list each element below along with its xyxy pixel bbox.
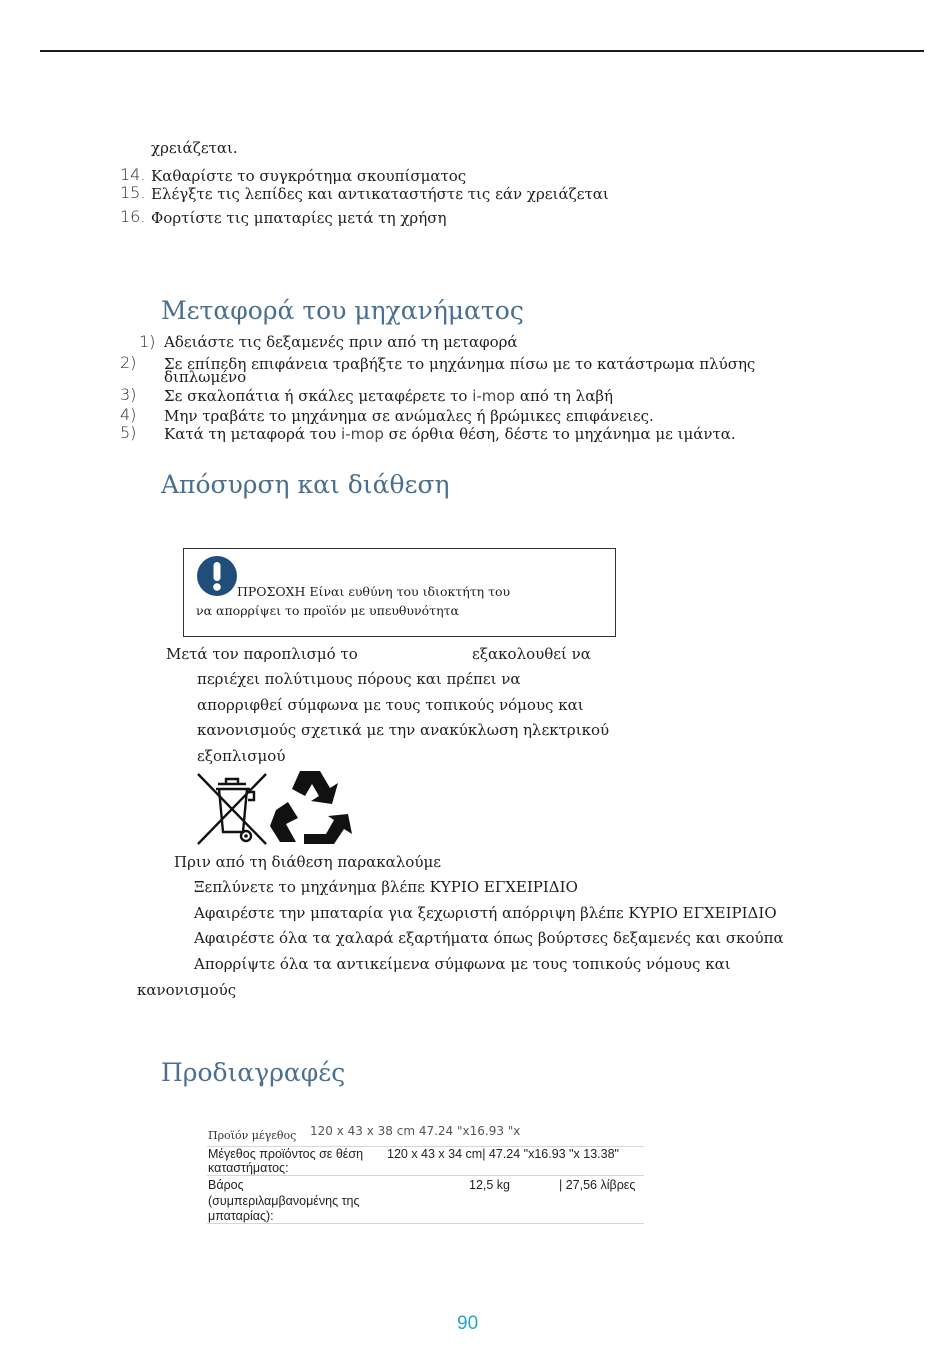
spec-label: μπαταρίας): [208, 1209, 274, 1223]
list-item: Καθαρίστε το συγκρότημα σκουπίσματος [151, 167, 467, 185]
list-number: 14. [120, 165, 146, 184]
disposal-paragraph-start: Μετά τον παροπλισμό το [166, 645, 358, 663]
disposal-paragraph: απορριφθεί σύμφωνα με τους τοπικούς νόμους και [197, 696, 584, 714]
disposal-step: Αφαιρέστε όλα τα χαλαρά εξαρτήματα όπως βούρτσες δεξαμενές και σκούπα [194, 929, 784, 947]
spec-label: Μέγεθος προϊόντος σε θέση [208, 1147, 364, 1161]
disposal-step: Απορρίψτε όλα τα αντικείμενα σύμφωνα με τους τοπικούς νόμους και [194, 955, 731, 973]
warning-text: ΠΡΟΣΟΧΗ Είναι ευθύνη του ιδιοκτήτη του [237, 584, 511, 599]
list-number: 2) [120, 353, 137, 372]
spec-label: Βάρος [208, 1178, 244, 1192]
spec-value: 120 x 43 x 34 cm| 47.24 "x16.93 "x 13.38" [387, 1147, 619, 1161]
list-item: Σε σκαλοπάτια ή σκάλες μεταφέρετε το i-mop από τη λαβή [164, 387, 613, 405]
product-name: i-mop [472, 387, 516, 405]
spec-label: Προϊόν μέγεθος [208, 1129, 297, 1142]
warning-text: να απορρίψει το προϊόν με υπευθυνότητα [196, 603, 459, 618]
disposal-step: Ξεπλύνετε το μηχάνημα βλέπε ΚΥΡΙΟ ΕΓΧΕΙΡΙΔΙΟ [194, 878, 578, 896]
spec-value: | 27,56 λίβρες [559, 1178, 636, 1192]
list-number: 3) [120, 385, 137, 404]
recycle-icon [268, 766, 354, 848]
list-item: Αδειάστε τις δεξαμενές πριν από τη μεταφορά [164, 333, 518, 351]
spec-label: καταστήματος: [208, 1161, 289, 1175]
spec-row-divider [207, 1175, 644, 1176]
exclamation-icon [196, 555, 238, 597]
list-item: Σε επίπεδη επιφάνεια τραβήξτε το μηχάνημα πίσω με το κατάστρωμα πλύσης [164, 355, 756, 373]
spec-value: 120 x 43 x 38 cm 47.24 "x16.93 "x [310, 1124, 521, 1138]
disposal-paragraph: περιέχει πολύτιμους πόρους και πρέπει να [197, 670, 521, 688]
crossed-bin-icon [196, 772, 270, 850]
section-heading-transport: Μεταφορά του μηχανήματος [161, 296, 524, 325]
continued-text: χρειάζεται. [151, 139, 238, 157]
disposal-paragraph-start: εξακολουθεί να [472, 645, 591, 663]
list-item-continuation: διπλωμένο [164, 368, 247, 386]
before-disposal-label: Πριν από τη διάθεση παρακαλούμε [174, 853, 441, 871]
section-heading-disposal: Απόσυρση και διάθεση [161, 470, 450, 499]
product-name: i-mop [341, 425, 384, 443]
disposal-step-continuation: κανονισμούς [137, 981, 237, 999]
disposal-paragraph: κανονισμούς σχετικά με την ανακύκλωση ηλεκτρικού [197, 721, 610, 739]
list-item: Κατά τη μεταφορά του i-mop σε όρθια θέση, δέστε το μηχάνημα με ιμάντα. [164, 425, 736, 443]
spec-label: (συμπεριλαμβανομένης της [208, 1194, 360, 1208]
list-number: 1) [139, 332, 156, 351]
list-number: 16. [120, 207, 146, 226]
list-item: Φορτίστε τις μπαταρίες μετά τη χρήση [151, 209, 447, 227]
list-number: 4) [120, 405, 137, 424]
disposal-paragraph: εξοπλισμού [197, 747, 286, 765]
spec-value: 12,5 kg [469, 1178, 511, 1192]
page-number: 90 [457, 1313, 479, 1334]
list-item: Ελέγξτε τις λεπίδες και αντικαταστήστε τις εάν χρειάζεται [151, 185, 609, 203]
list-number: 15. [120, 183, 146, 202]
header-rule [40, 50, 924, 52]
list-item: Μην τραβάτε το μηχάνημα σε ανώμαλες ή βρώμικες επιφάνειες. [164, 407, 654, 425]
spec-row-divider [207, 1223, 644, 1224]
section-heading-specs: Προδιαγραφές [161, 1058, 346, 1087]
list-number: 5) [120, 423, 137, 442]
disposal-step: Αφαιρέστε την μπαταρία για ξεχωριστή απόρριψη βλέπε ΚΥΡΙΟ ΕΓΧΕΙΡΙΔΙΟ [194, 904, 777, 922]
